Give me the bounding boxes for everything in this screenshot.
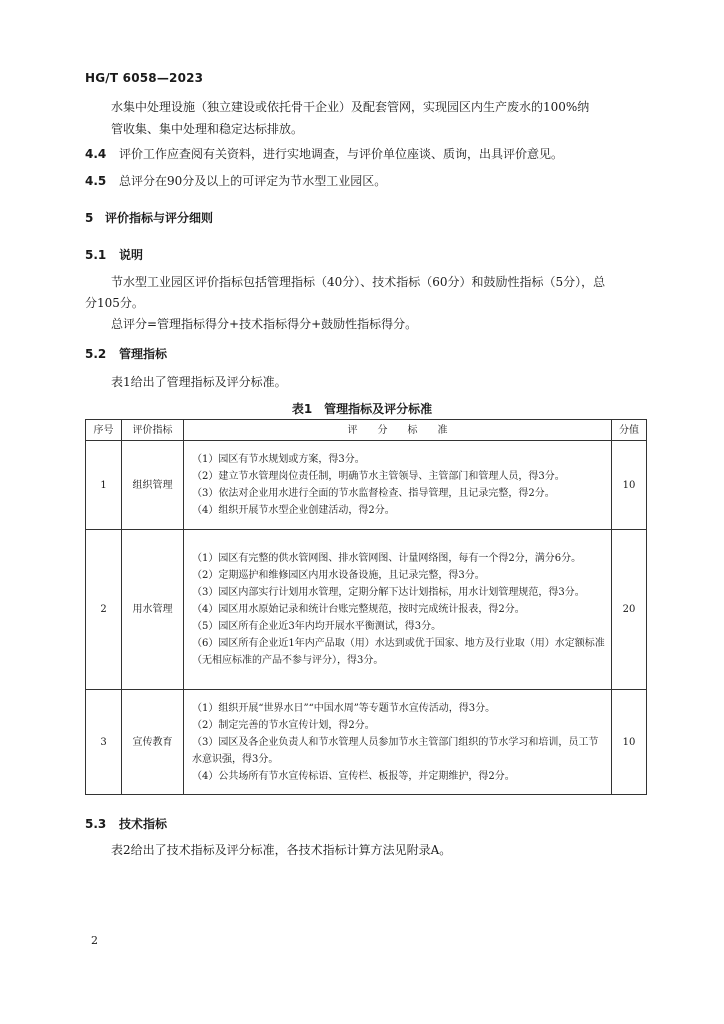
row-criteria xyxy=(184,690,612,795)
row-score: 10 xyxy=(612,690,647,795)
header-seq: 序号 xyxy=(86,420,122,441)
criteria-item: （4）组织开展节水型企业创建活动，得2分。 xyxy=(192,505,395,516)
table-row xyxy=(86,530,647,690)
clause-4-5 xyxy=(85,172,386,190)
clause-number: 4.4 xyxy=(85,147,107,161)
criteria-item: （2）制定完善的节水宣传计划，得2分。 xyxy=(192,719,375,731)
section-5-3-heading xyxy=(85,815,167,833)
criteria-item: （1）园区有节水规划或方案，得3分。 xyxy=(192,454,365,465)
row-criteria xyxy=(184,530,612,690)
table-header-row xyxy=(86,420,647,441)
row-seq: 2 xyxy=(86,530,122,690)
section-title: 管理指标 xyxy=(119,347,168,361)
s53-text: 表2给出了技术指标及评分标准，各技术指标计算方法见附录A。 xyxy=(111,843,452,857)
intro-line-1: 水集中处理设施（独立建设或依托骨干企业）及配套管网，实现园区内生产废水的100%纳 xyxy=(111,100,590,114)
clause-text: 总评分在90分及以上的可评定为节水型工业园区。 xyxy=(119,174,387,188)
criteria-item: （2）建立节水管理岗位责任制，明确节水主管领导、主管部门和管理人员，得3分。 xyxy=(192,471,565,482)
section-number: 5.1 xyxy=(85,248,107,262)
section-5-2-heading xyxy=(85,345,167,363)
row-indicator: 用水管理 xyxy=(122,530,184,690)
criteria-item: （4）园区用水原始记录和统计台账完整规范，按时完成统计报表，得2分。 xyxy=(192,604,525,615)
row-seq: 1 xyxy=(86,441,122,530)
section-5-1-heading xyxy=(85,246,143,264)
criteria-item: （3）依法对企业用水进行全面的节水监督检查、指导管理，且记录完整，得2分。 xyxy=(192,488,555,499)
table-row xyxy=(86,441,647,530)
row-score: 20 xyxy=(612,530,647,690)
header-indicator: 评价指标 xyxy=(122,420,184,441)
s52-text: 表1给出了管理指标及评分标准。 xyxy=(111,375,287,389)
criteria-item: （2）定期巡护和维修园区内用水设备设施，且记录完整，得3分。 xyxy=(192,570,485,581)
section-title: 技术指标 xyxy=(119,817,168,831)
criteria-item: （3）园区及各企业负责人和节水管理人员参加节水主管部门组织的节水学习和培训，员工节水意识强，得3分。 xyxy=(192,736,599,765)
row-seq: 3 xyxy=(86,690,122,795)
section-5-heading xyxy=(85,209,213,227)
table-row xyxy=(86,690,647,795)
row-score: 10 xyxy=(612,441,647,530)
intro-line-2: 管收集、集中处理和稳定达标排放。 xyxy=(111,122,304,136)
section-number: 5.2 xyxy=(85,347,107,361)
standard-code-header: HG/T 6058—2023 xyxy=(85,71,204,85)
criteria-item: （4）公共场所有节水宣传标语、宣传栏、板报等，并定期维护，得2分。 xyxy=(192,770,515,782)
s51-line-3: 总评分=管理指标得分+技术指标得分+鼓励性指标得分。 xyxy=(111,317,418,331)
clause-text: 评价工作应查阅有关资料，进行实地调查，与评价单位座谈、质询，出具评价意见。 xyxy=(119,147,564,161)
section-number: 5 xyxy=(85,211,94,225)
criteria-item: （5）园区所有企业近3年内均开展水平衡测试，得3分。 xyxy=(192,621,442,632)
section-number: 5.3 xyxy=(85,817,107,831)
clause-4-4 xyxy=(85,145,563,163)
row-indicator: 宣传教育 xyxy=(122,690,184,795)
section-title: 评价指标与评分细则 xyxy=(105,211,214,225)
table-1-caption: 表1 管理指标及评分标准 xyxy=(291,402,433,416)
page-number: 2 xyxy=(91,934,98,947)
header-criteria: 评 分 标 准 xyxy=(184,420,612,441)
criteria-item: （1）组织开展“世界水日”“中国水周”等专题节水宣传活动，得3分。 xyxy=(192,702,496,714)
section-title: 说明 xyxy=(119,248,144,262)
s51-line-2: 分105分。 xyxy=(85,296,144,310)
row-criteria xyxy=(184,441,612,530)
table-1-management-indicators xyxy=(85,419,647,795)
criteria-item: （3）园区内部实行计划用水管理，定期分解下达计划指标，用水计划管理规范，得3分。 xyxy=(192,587,585,598)
clause-number: 4.5 xyxy=(85,174,107,188)
header-score: 分值 xyxy=(612,420,647,441)
s51-line-1: 节水型工业园区评价指标包括管理指标（40分）、技术指标（60分）和鼓励性指标（5分），总 xyxy=(111,275,606,289)
criteria-item: （6）园区所有企业近1年内产品取（用）水达到或优于国家、地方及行业取（用）水定额标准（无相应标准的产品不参与评分），得3分。 xyxy=(192,638,605,666)
criteria-item: （1）园区有完整的供水管网图、排水管网图、计量网络图，每有一个得2分，满分6分。 xyxy=(192,553,582,564)
row-indicator: 组织管理 xyxy=(122,441,184,530)
